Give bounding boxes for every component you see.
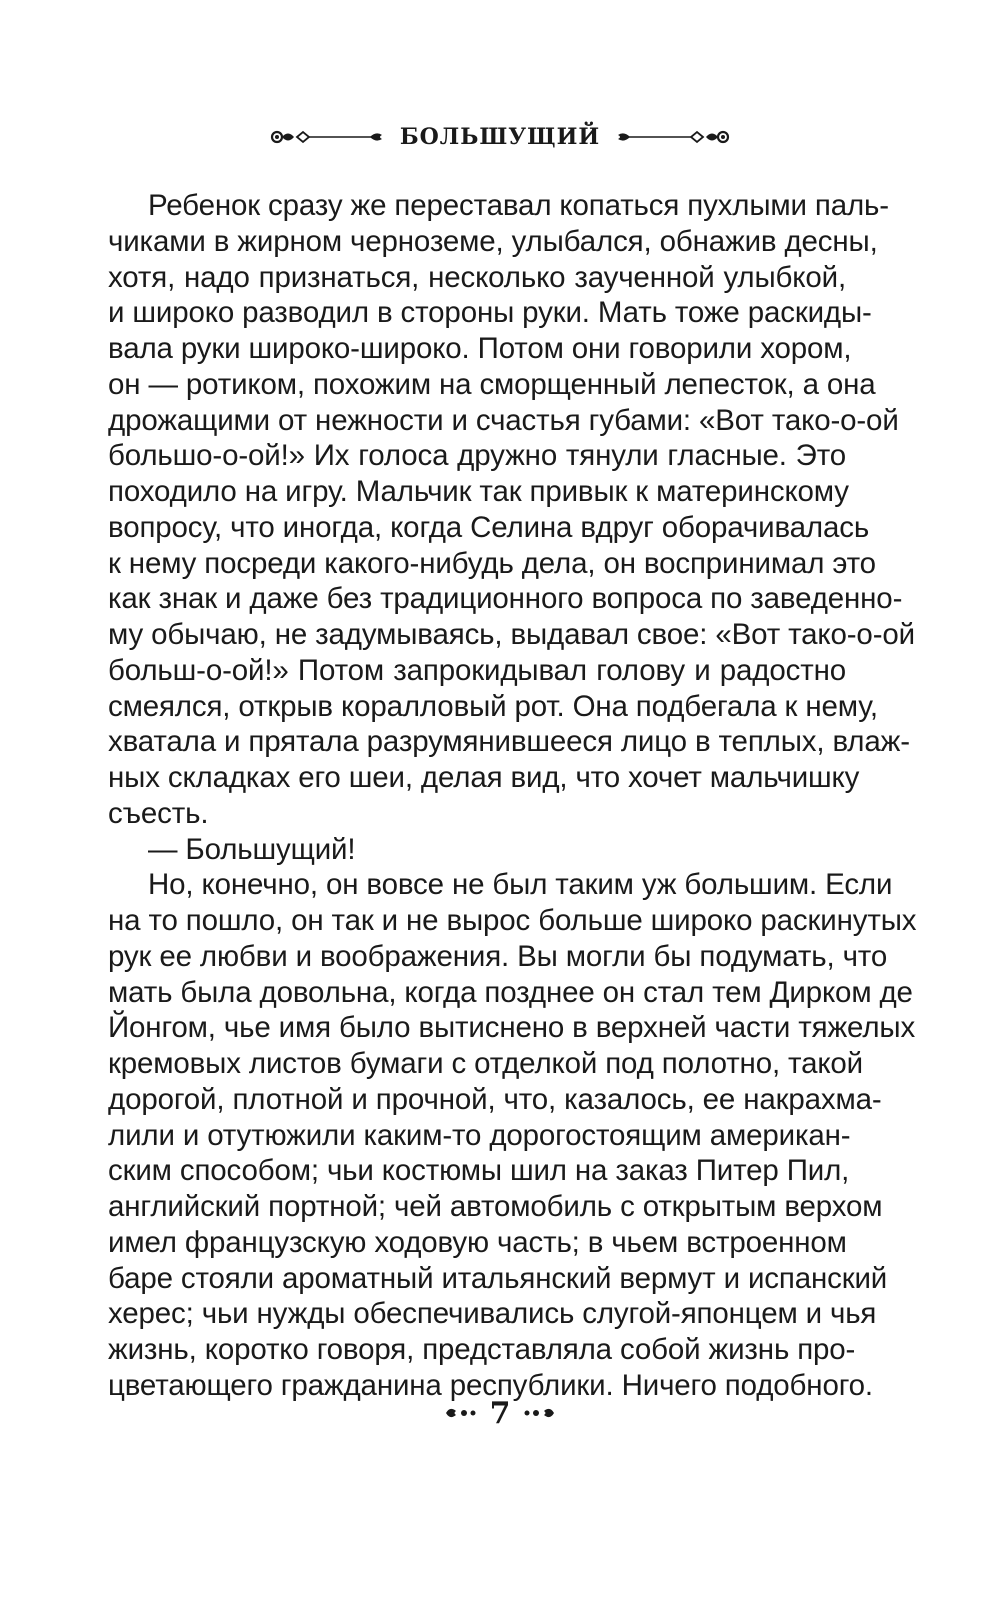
text-line: больш-о-ой!» Потом запрокидывал голову и радостно — [108, 653, 846, 687]
text-line: баре стояли ароматный итальянский вермут и испанский — [108, 1261, 888, 1295]
text-line: чиками в жирном черноземе, улыбался, обнажив десны, — [108, 224, 878, 258]
text-line: ским способом; чьи костюмы шил на заказ Питер Пил, — [108, 1154, 850, 1188]
text-line: на то пошло, он так и не вырос больше широко раскинутых — [108, 904, 917, 937]
text-line: к нему посреди какого-нибудь дела, он воспринимал это — [108, 546, 876, 580]
text-line: вала руки широко-широко. Потом они говорили хором, — [108, 332, 852, 365]
page-footer — [0, 1393, 1000, 1433]
page-number: 7 — [489, 1395, 511, 1431]
text-line: он — ротиком, похожим на сморщенный лепесток, а она — [108, 367, 876, 401]
text-line: как знак и даже без традиционного вопроса по заведенно- — [108, 582, 903, 616]
text-line: му обычаю, не задумываясь, выдавал свое: «Вот тако-о-ой — [108, 618, 915, 651]
text-line: дорогой, плотной и прочной, что, казалось, ее накрахма- — [108, 1082, 882, 1116]
text-line: мать была довольна, когда позднее он стал тем Дирком де — [108, 975, 913, 1009]
text-line: дрожащими от нежности и счастья губами: «Вот тако-о-ой — [108, 403, 899, 437]
dot-swirl-right-icon — [522, 1404, 556, 1422]
text-line: съесть. — [108, 796, 209, 830]
text-line: ных складках его шеи, делая вид, что хочет мальчишку — [108, 761, 860, 794]
text-line: и широко разводил в стороны руки. Мать тоже раскиды- — [108, 296, 872, 330]
text-line: цветающего гражданина республики. Ничего подобного. — [108, 1368, 873, 1402]
text-line: смеялся, открыв коралловый рот. Она подбегала к нему, — [108, 689, 878, 723]
text-line: Йонгом, чье имя было вытиснено в верхней части тяжелых — [108, 1011, 916, 1045]
dot-swirl-left-icon — [444, 1404, 478, 1422]
text-line: хотя, надо признаться, несколько заученной улыбкой, — [108, 260, 846, 294]
text-line: херес; чьи нужды обеспечивались слугой-японцем и чья — [108, 1297, 877, 1331]
body-text — [108, 188, 917, 1404]
flourish-right-icon — [614, 126, 730, 148]
text-line: вопросу, что иногда, когда Селина вдруг оборачивалась — [108, 510, 870, 544]
text-line: жизнь, коротко говоря, представляла собой жизнь про- — [108, 1333, 856, 1366]
text-line: лили и отутюжили каким-то дорогостоящим американ- — [108, 1118, 851, 1152]
text-line: кремовых листов бумаги с отделкой под полотно, такой — [108, 1047, 864, 1080]
text-line: большо-о-ой!» Их голоса дружно тянули гласные. Это — [108, 439, 846, 473]
text-line: — Большущий! — [148, 832, 356, 866]
text-line: хватала и прятала разрумянившееся лицо в теплых, влаж- — [108, 725, 910, 759]
running-head-title: БОЛЬШУЩИЙ — [399, 124, 601, 150]
text-line: Ребенок сразу же переставал копаться пухлыми паль- — [148, 189, 889, 222]
flourish-left-icon — [270, 126, 386, 148]
running-head — [0, 122, 1000, 152]
text-line: походило на игру. Мальчик так привык к материнскому — [108, 475, 849, 508]
text-line: имел французскую ходовую часть; в чьем встроенном — [108, 1225, 847, 1259]
text-line: английский портной; чей автомобиль с открытым верхом — [108, 1190, 883, 1223]
text-line: рук ее любви и воображения. Вы могли бы подумать, что — [108, 939, 888, 973]
text-line: Но, конечно, он вовсе не был таким уж большим. Если — [148, 868, 893, 902]
